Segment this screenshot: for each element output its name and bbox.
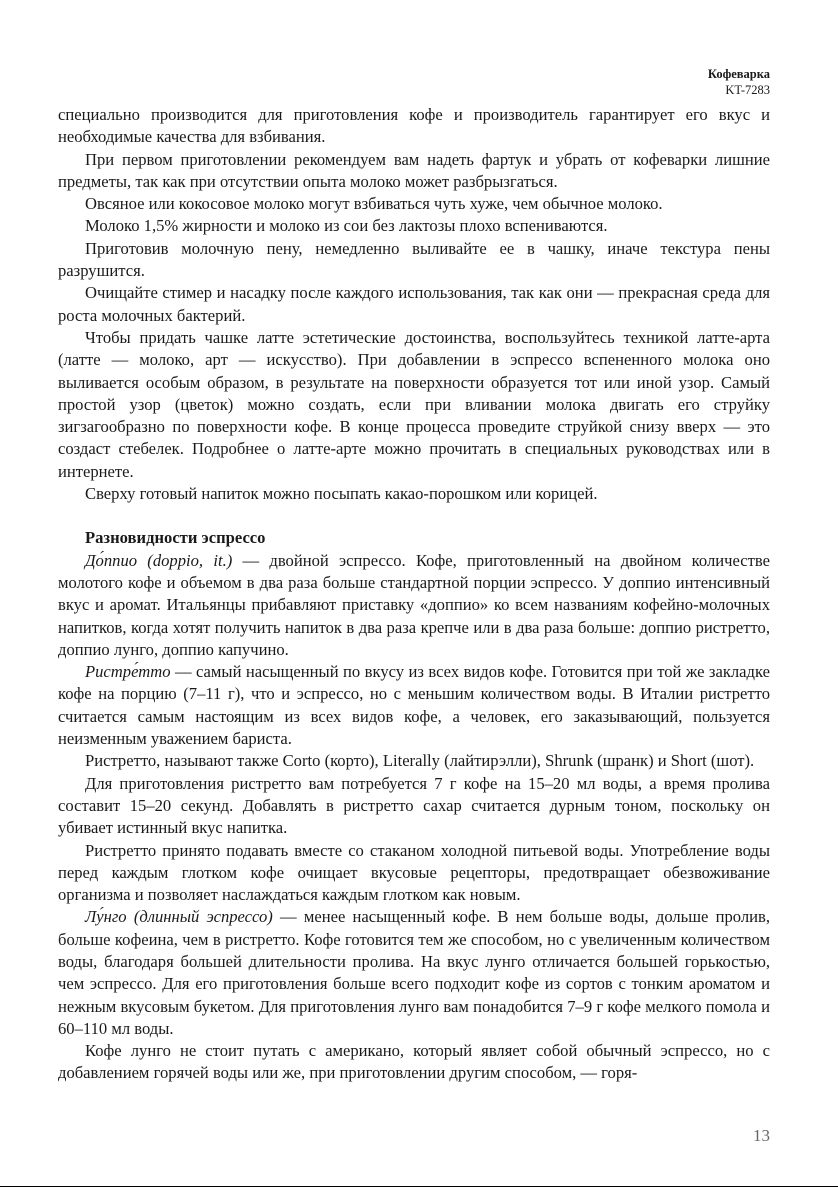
paragraph-pour-foam: Приготовив молочную пену, немедленно выливайте ее в чашку, иначе текстура пены разрушится. xyxy=(58,238,770,281)
paragraph-topping: Сверху готовый напиток можно посыпать какао-порошком или корицей. xyxy=(85,484,598,504)
paragraph-lungo xyxy=(58,906,770,1040)
paragraph-latte-art: Чтобы придать чашке латте эстетические достоинства, воспользуйтесь техникой латте-арта (латте — молоко, арт — искусство). При добавлении в эспрессо вспененного молока оно выливается особым образом, в результате на поверхности образуется тот или иной узор. Самый простой узор (цветок) можно создать, если при вливании молока двигать его струйку зигзагообразно по поверхности кофе. В конце процесса проведите струйкой снизу вверх — это создаст стебелек. Подробнее о латте-арте можно прочитать в специальных руководствах или в интернете. xyxy=(58,327,770,481)
bottom-rule xyxy=(0,1186,838,1187)
paragraph-ristretto xyxy=(58,661,770,750)
doppio-description: — двойной эспрессо. Кофе, приготовленный на двойном количестве молотого кофе и объемом в два раза больше стандартной порции эспрессо. У доппио интенсивный вкус и аромат. Итальянцы прибавляют приставку «доппио» ко всем названиям кофейно-молочных напитков, когда хотят получить напиток в два раза крепче или в два раза больше: доппио ристретто, доппио лунго, доппио капучино. xyxy=(58,550,770,659)
paragraph-ristretto-recipe: Для приготовления ристретто вам потребуется 7 г кофе на 15–20 мл воды, а время пролива составит 15–20 секунд. Добавлять в ристретто сахар считается дурным тоном, поскольку он убивает истинный вкус напитка. xyxy=(58,773,770,838)
paragraph-lungo-americano: Кофе лунго не стоит путать с американо, который являет собой обычный эспрессо, но с добавлением горячей воды или же, при приготовлении другим способом, — горя- xyxy=(58,1041,770,1083)
term-doppio: До́ппио (doppio, it.) xyxy=(85,550,233,570)
page-number: 13 xyxy=(753,1126,770,1145)
paragraph-oat-coconut-milk: Овсяное или кокосовое молоко могут взбиваться чуть хуже, чем обычное молоко. xyxy=(85,194,663,214)
paragraph-ristretto-names: Ристретто, называют также Corto (корто), Literally (лайтирэлли), Shrunk (шранк) и Short (шот). xyxy=(85,751,755,771)
page-header xyxy=(708,66,770,98)
ristretto-description: — самый насыщенный по вкусу из всех видов кофе. Готовится при той же закладке кофе на порцию (7–11 г), что и эспрессо, но с меньшим количеством воды. В Италии ристретто считается самым настоящим из всех видов кофе, а человек, его заказывающий, пользуется неизменным уважением бариста. xyxy=(58,662,770,749)
paragraph-clean-steamer: Очищайте стимер и насадку после каждого использования, так как они — прекрасная среда для роста молочных бактерий. xyxy=(58,283,770,325)
paragraph-apron-advice: При первом приготовлении рекомендуем вам надеть фартук и убрать от кофеварки лишние предметы, так как при отсутствии опыта молоко может разбрызгаться. xyxy=(58,149,770,191)
paragraph-low-fat-milk: Молоко 1,5% жирности и молоко из сои без лактозы плохо вспениваются. xyxy=(85,216,608,236)
header-model-number: KT-7283 xyxy=(725,83,770,97)
term-lungo: Лу́нго (длинный эспрессо) xyxy=(85,907,273,927)
paragraph-doppio xyxy=(58,550,770,661)
header-product-title: Кофеварка xyxy=(707,67,770,81)
paragraph-continuation: специально производится для приготовления кофе и производитель гарантирует его вкус и необходимые качества для взбивания. xyxy=(58,105,770,147)
paragraph-ristretto-water: Ристретто принято подавать вместе со стаканом холодной питьевой воды. Употребление воды перед каждым глотком кофе очищает вкусовые рецепторы, предотвращает обезвоживание организма и позволяет наслаждаться каждым глотком как новым. xyxy=(58,840,770,905)
section-heading-espresso-types: Разновидности эспрессо xyxy=(85,528,266,548)
page-content xyxy=(58,104,770,1085)
term-ristretto: Ристре́тто xyxy=(85,662,171,682)
section-spacer xyxy=(58,505,770,527)
lungo-description: — менее насыщенный кофе. В нем больше воды, дольше пролив, больше кофеина, чем в ристретто. Кофе готовится тем же способом, но с увеличенным количеством воды, благодаря большей длительности пролива. На вкус лунго отличается большей горькостью, чем эспрессо. Для его приготовления больше всего подходит кофе из сортов с тонким ароматом и нежным вкусовым букетом. Для приготовления лунго вам понадобится 7–9 г кофе мелкого помола и 60–110 мл воды. xyxy=(58,907,770,1038)
